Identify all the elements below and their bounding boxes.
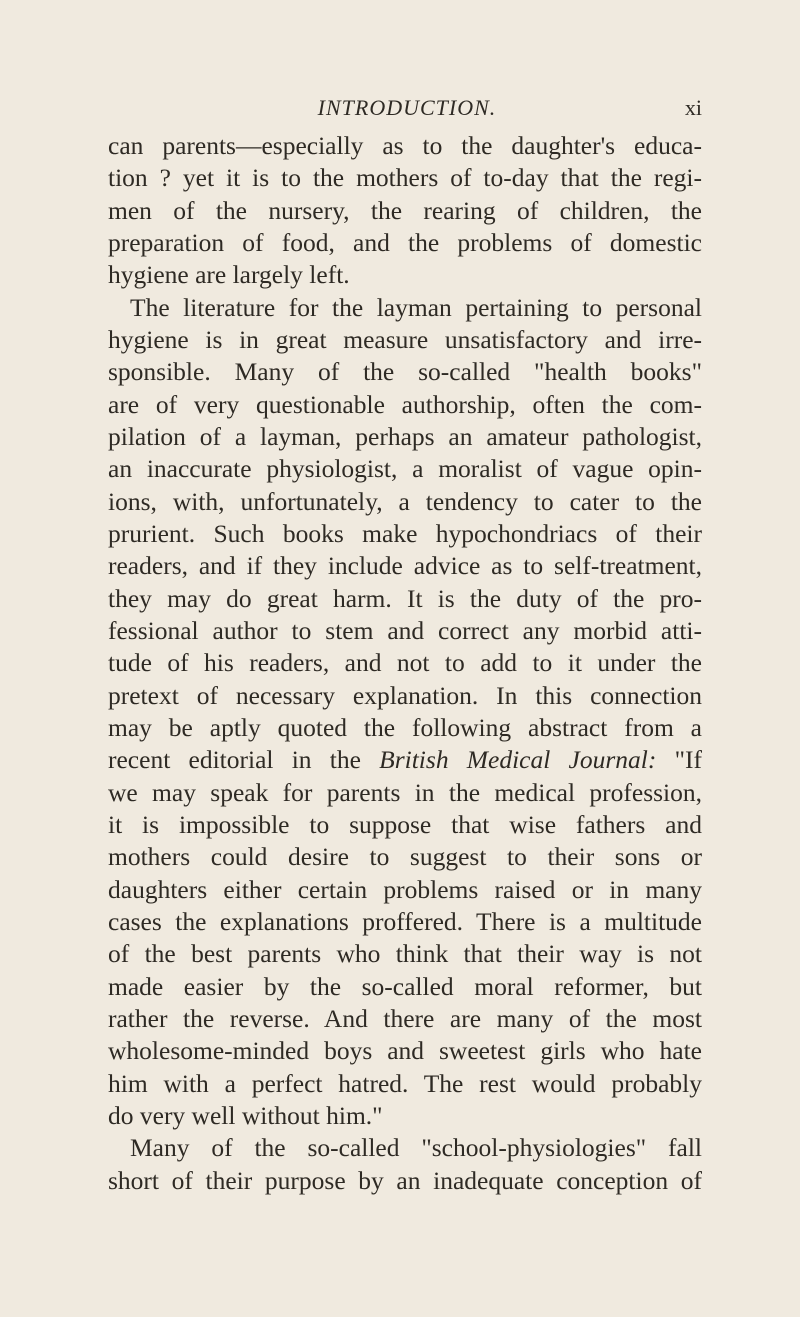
text-line: him with a perfect hatred. The rest would probably <box>108 1068 702 1098</box>
text-line: readers, and if they include advice as to self-treatment, <box>108 551 702 581</box>
text-line: tion ? yet it is to the mothers of to-day that the regi- <box>108 163 702 193</box>
text-line: Many of the so-called "school-physiologies" fall <box>130 1133 702 1163</box>
text-line: pilation of a layman, perhaps an amateur pathologist, <box>108 421 702 451</box>
text-line: cases the explanations proffered. There is a multitude <box>108 906 702 936</box>
text-line: are of very questionable authorship, often the com- <box>108 389 702 419</box>
text-line: tude of his readers, and not to add to it under the <box>108 648 702 678</box>
running-head <box>108 93 702 123</box>
journal-title: British Medical Journal: <box>379 745 657 775</box>
text-line: may be aptly quoted the following abstract from a <box>108 712 702 742</box>
text-line: wholesome-minded boys and sweetest girls who hate <box>108 1036 702 1066</box>
text-segment: recent editorial in the <box>108 745 361 775</box>
text-segment: "If <box>674 745 703 775</box>
text-line: The literature for the layman pertaining to personal <box>130 292 702 322</box>
text-line: fessional author to stem and correct any morbid atti- <box>108 615 702 645</box>
text-line: hygiene are largely left. <box>108 260 350 290</box>
text-line: of the best parents who think that their way is not <box>108 939 702 969</box>
body-text <box>108 130 702 1197</box>
text-line: rather the reverse. And there are many of the most <box>108 1003 702 1033</box>
text-line: short of their purpose by an inadequate conception of <box>108 1165 702 1195</box>
text-line: it is impossible to suppose that wise fathers and <box>108 809 702 839</box>
text-line: an inaccurate physiologist, a moralist of vague opin- <box>108 454 702 484</box>
text-line: sponsible. Many of the so-called "health books" <box>108 357 702 387</box>
text-line: prurient. Such books make hypochondriacs of their <box>108 518 702 548</box>
text-line: can parents—especially as to the daughter's educa- <box>108 131 702 160</box>
text-line: do very well without him." <box>108 1100 383 1130</box>
text-line: they may do great harm. It is the duty of the pro- <box>108 583 702 613</box>
text-line: daughters either certain problems raised or in many <box>108 874 702 904</box>
text-line: mothers could desire to suggest to their sons or <box>108 842 702 872</box>
running-title: INTRODUCTION. <box>317 95 497 120</box>
text-line: pretext of necessary explanation. In this connection <box>108 680 702 710</box>
text-line-with-citation <box>108 744 702 776</box>
text-line: men of the nursery, the rearing of children, the <box>108 195 702 225</box>
page-number: xi <box>684 95 702 120</box>
text-line: ions, with, unfortunately, a tendency to cater to the <box>108 486 702 516</box>
text-line: preparation of food, and the problems of domestic <box>108 227 702 257</box>
text-line: we may speak for parents in the medical profession, <box>108 777 702 807</box>
text-line: made easier by the so-called moral reformer, but <box>108 971 702 1001</box>
text-line: hygiene is in great measure unsatisfactory and irre- <box>108 324 702 354</box>
